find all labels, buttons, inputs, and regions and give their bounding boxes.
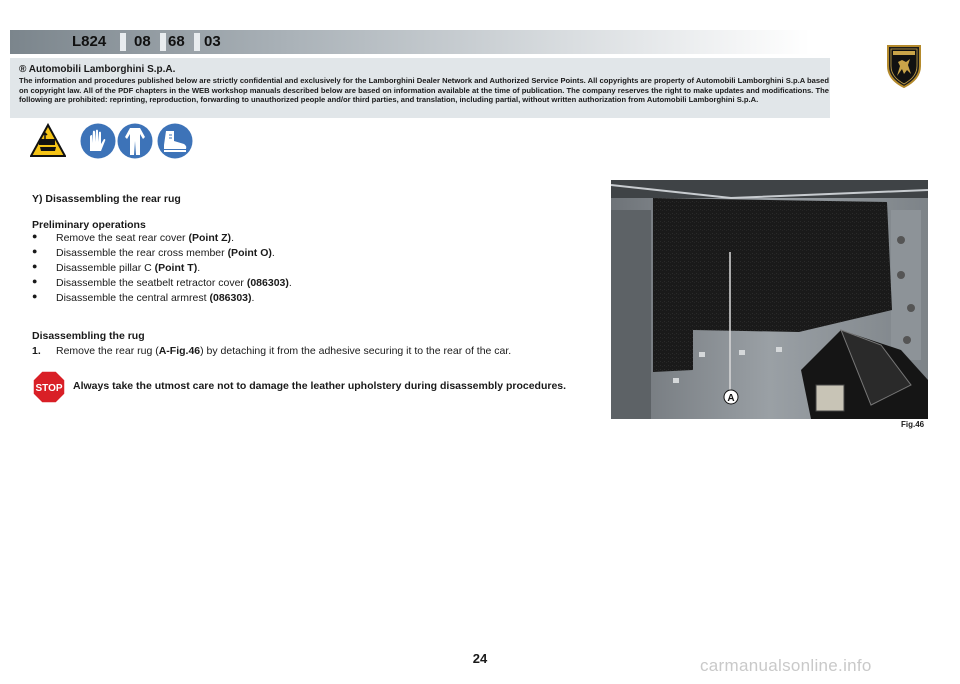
item-ref: (Point O) bbox=[227, 247, 272, 259]
item-text: Remove the seat rear cover bbox=[56, 232, 189, 244]
step-number: 1. bbox=[32, 345, 41, 357]
rear-rug-photo bbox=[611, 180, 928, 419]
item-end: . bbox=[231, 232, 234, 244]
watermark: carmanualsonline.info bbox=[700, 656, 872, 675]
figure-reference: A-Fig.46 bbox=[158, 345, 201, 357]
notice-title: ® Automobili Lamborghini S.p.A. bbox=[19, 64, 176, 75]
stop-label: STOP bbox=[35, 383, 63, 394]
overalls-icon bbox=[117, 123, 153, 159]
gloves-icon bbox=[80, 123, 116, 159]
stop-sign-icon bbox=[32, 370, 66, 404]
item-text: Disassemble pillar C bbox=[56, 262, 155, 274]
notice-body: The information and procedures published below are strictly confidential and exclusively for the Lamborghini Dealer Network and Authorized Service Points. All copyrights are property of Automobili Lamborghini S.p.A based on copyright law. All of the PDF chapters in the WEB workshop manuals described below are based on information available at the time of publication. The company reserves the right to make updates and modifications. The following are prohibited: reprinting, reproduction, forwarding to unauthorized people and/or third parties, and translation, including partial, without written authorization from Automobili Lamborghini S.p.A. bbox=[19, 76, 829, 105]
item-ref: (086303) bbox=[209, 292, 252, 304]
code-separator bbox=[194, 33, 200, 51]
prelim-title: Preliminary operations bbox=[32, 219, 146, 231]
code-model: L824 bbox=[72, 33, 107, 50]
document-code-bar bbox=[10, 30, 810, 54]
code-group: 08 bbox=[134, 33, 151, 50]
page-number: 24 bbox=[472, 651, 488, 666]
figure-caption: Fig.46 bbox=[901, 420, 925, 429]
disassembly-title: Disassembling the rug bbox=[32, 330, 145, 342]
item-ref: (086303) bbox=[246, 277, 289, 289]
item-end: . bbox=[197, 262, 201, 274]
item-end: . bbox=[288, 277, 292, 289]
code-separator bbox=[120, 33, 126, 51]
callout-label: A bbox=[727, 393, 735, 404]
copyright-notice bbox=[10, 58, 830, 118]
item-text: Disassemble the seatbelt retractor cover bbox=[56, 277, 247, 289]
item-text: Disassemble the rear cross member bbox=[56, 247, 228, 259]
lamborghini-logo bbox=[886, 44, 922, 88]
item-ref: (Point Z) bbox=[188, 232, 232, 244]
step-text: Remove the rear rug ( bbox=[56, 345, 159, 357]
warning-text: Always take the utmost care not to damage the leather upholstery during disassembly procedures. bbox=[73, 380, 567, 392]
item-end: . bbox=[251, 292, 255, 304]
code-subgroup: 68 bbox=[168, 33, 185, 50]
code-separator bbox=[160, 33, 166, 51]
safety-shoes-icon bbox=[157, 123, 193, 159]
code-section: 03 bbox=[204, 33, 221, 50]
item-ref: (Point T) bbox=[154, 262, 198, 274]
step-text-end: ) by detaching it from the adhesive securing it to the rear of the car. bbox=[200, 345, 512, 357]
section-heading: Y) Disassembling the rear rug bbox=[32, 193, 181, 205]
item-text: Disassemble the central armrest bbox=[56, 292, 210, 304]
item-end: . bbox=[271, 247, 275, 259]
hand-crush-warning-icon bbox=[30, 123, 66, 159]
